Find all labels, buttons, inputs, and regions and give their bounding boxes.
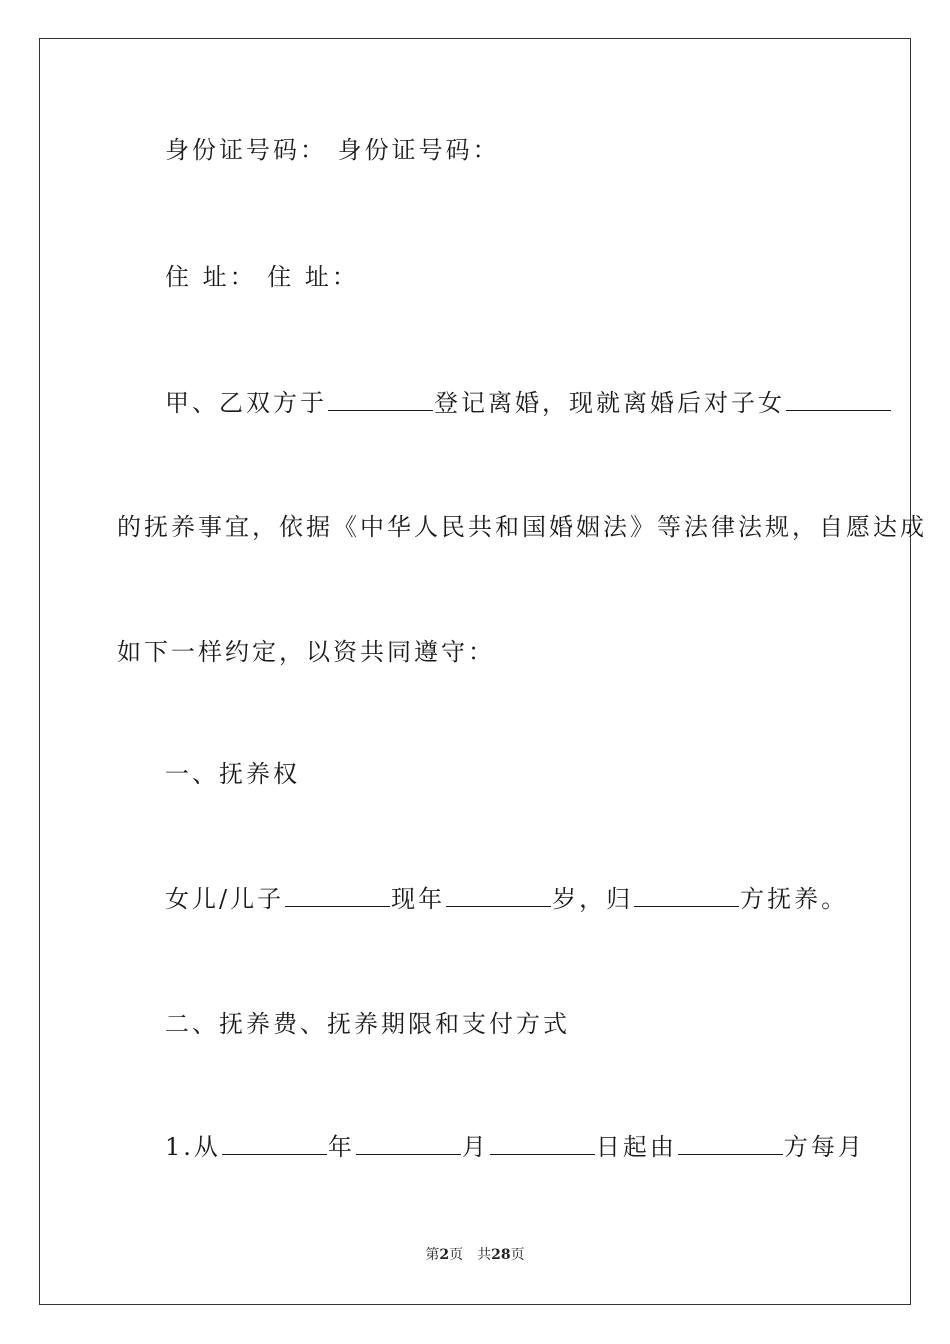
total-pages: 28 bbox=[491, 1247, 511, 1263]
total-label-pre: 共 bbox=[477, 1247, 492, 1263]
line-text-segment: 年 bbox=[327, 1133, 355, 1161]
address-text: 住 址： 住 址： bbox=[165, 263, 359, 291]
blank-field-day[interactable] bbox=[490, 1134, 595, 1155]
paragraph-text: 如下一样约定，以资共同遵守： bbox=[117, 638, 495, 666]
line-text-segment: 方每月 bbox=[783, 1133, 865, 1161]
page-footer bbox=[40, 1246, 910, 1264]
line-text-segment: 甲、乙双方于 bbox=[165, 389, 327, 417]
custody-line bbox=[165, 884, 848, 914]
section-heading-text: 二、抚养费、抚养期限和支付方式 bbox=[165, 1010, 570, 1038]
paragraph-line bbox=[117, 512, 927, 542]
address-line bbox=[165, 262, 359, 292]
line-text-segment: 岁，归 bbox=[552, 885, 634, 913]
line-text-segment: 现年 bbox=[391, 885, 446, 913]
paragraph-text: 的抚养事宜，依据《中华人民共和国婚姻法》等法律法规，自愿达成 bbox=[117, 513, 927, 541]
line-text-segment: 月 bbox=[461, 1133, 489, 1161]
paragraph-line bbox=[117, 637, 495, 667]
divorce-registration-line bbox=[165, 388, 892, 418]
page-number: 2 bbox=[439, 1247, 450, 1263]
page-label-post: 页 bbox=[449, 1247, 464, 1263]
section-heading-custody bbox=[165, 759, 300, 789]
blank-field-children[interactable] bbox=[786, 390, 891, 411]
blank-field-party[interactable] bbox=[634, 886, 739, 907]
blank-field-month[interactable] bbox=[356, 1134, 461, 1155]
blank-field-child-name[interactable] bbox=[285, 886, 390, 907]
section-heading-text: 一、抚养权 bbox=[165, 760, 300, 788]
line-text-segment: 登记离婚，现就离婚后对子女 bbox=[434, 389, 785, 417]
line-text-segment: 女儿/儿子 bbox=[165, 885, 285, 913]
total-label-post: 页 bbox=[510, 1247, 525, 1263]
payment-start-line bbox=[165, 1132, 865, 1162]
blank-field-date[interactable] bbox=[328, 390, 433, 411]
id-number-text: 身份证号码： 身份证号码： bbox=[165, 136, 500, 164]
line-text-segment: 日起由 bbox=[595, 1133, 677, 1161]
page-label-pre: 第 bbox=[425, 1247, 440, 1263]
blank-field-year[interactable] bbox=[222, 1134, 327, 1155]
page-frame bbox=[39, 38, 927, 1305]
blank-field-age[interactable] bbox=[446, 886, 551, 907]
id-number-line bbox=[165, 135, 500, 165]
line-text-segment: 1.从 bbox=[165, 1133, 221, 1161]
section-heading-support bbox=[165, 1009, 570, 1039]
line-text-segment: 方抚养。 bbox=[740, 885, 849, 913]
blank-field-payer[interactable] bbox=[678, 1134, 783, 1155]
